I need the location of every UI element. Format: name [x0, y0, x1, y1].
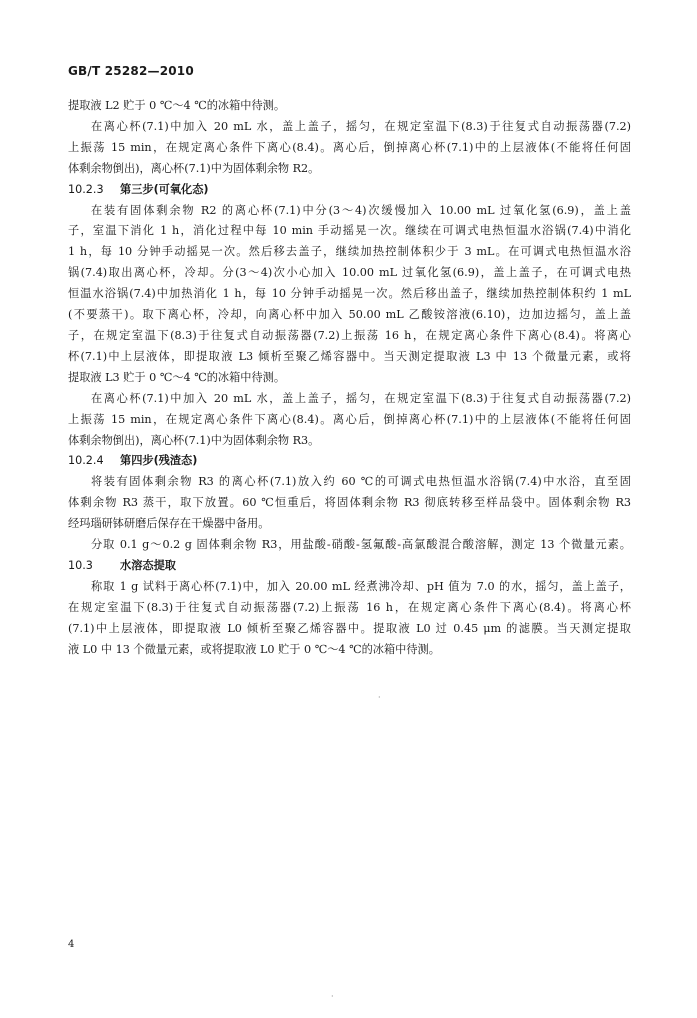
- text-line: 将装有固体剩余物 R3 的离心杯(7.1)放入约 60 ℃的可调式电热恒温水浴锅(7.4)中水浴，直至固: [91, 475, 631, 489]
- text-line: 经玛瑙研钵研磨后保存在干燥器中备用。: [68, 517, 270, 531]
- scan-speck: ·: [331, 992, 334, 1001]
- scan-speck: ·: [378, 693, 381, 702]
- text-line: 在装有固体剩余物 R2 的离心杯(7.1)中分(3～4)次缓慢加入 10.00 mL 过氧化氢(6.9)，盖上盖: [91, 203, 631, 217]
- section-number: 10.2.4: [68, 454, 104, 468]
- standard-number: GB/T 25282—2010: [68, 64, 194, 78]
- section-title: 第三步(可氧化态): [120, 182, 209, 196]
- section-heading-10-2-3: [68, 180, 631, 201]
- section-heading-10-3: [68, 556, 631, 577]
- text-line: 称取 1 g 试料于离心杯(7.1)中，加入 20.00 mL 经煮沸冷却、pH 值为 7.0 的水，摇匀，盖上盖子，: [91, 579, 631, 593]
- section-title: 第四步(残渣态): [120, 454, 198, 468]
- text-line: 液 L0 中 13 个微量元素，或将提取液 L0 贮于 0 ℃～4 ℃的冰箱中待测。: [68, 642, 440, 656]
- text-line: 上振荡 15 min，在规定离心条件下离心(8.4)。离心后，倒掉离心杯(7.1)中的上层液体(不能将任何固: [68, 140, 631, 154]
- text-line: 子，室温下消化 1 h，消化过程中每 10 min 手动摇晃一次。继续在可调式电热恒温水浴锅(7.4)中消化: [68, 224, 631, 238]
- section-number: 10.3: [68, 558, 93, 572]
- text-line: 在离心杯(7.1)中加入 20 mL 水，盖上盖子，摇匀，在规定室温下(8.3)于往复式自动振荡器(7.2): [91, 391, 631, 405]
- section-title: 水溶态提取: [120, 558, 176, 572]
- text-line: 体剩余物倒出)，离心杯(7.1)中为固体剩余物 R3。: [68, 433, 320, 447]
- text-line: 体剩余物 R3 蒸干，取下放置。60 ℃恒重后，将固体剩余物 R3 彻底转移至样品袋中。固体剩余物 R3: [68, 496, 631, 510]
- body-text: [68, 96, 631, 660]
- section-heading-10-2-4: [68, 451, 631, 472]
- text-line: 上振荡 15 min，在规定离心条件下离心(8.4)。离心后，倒掉离心杯(7.1)中的上层液体(不能将任何固: [68, 412, 631, 426]
- text-line: 提取液 L2 贮于 0 ℃～4 ℃的冰箱中待测。: [68, 99, 286, 112]
- text-line: (不要蒸干)。取下离心杯，冷却，向离心杯中加入 50.00 mL 乙酸铵溶液(6.10)，边加边摇匀，盖上盖: [68, 308, 631, 322]
- text-line: 杯(7.1)中上层液体，即提取液 L3 倾析至聚乙烯容器中。当天测定提取液 L3 中 13 个微量元素，或将: [68, 349, 631, 363]
- page-number: 4: [68, 939, 75, 950]
- text-line: 1 h，每 10 分钟手动摇晃一次。然后移去盖子，继续加热控制体积少于 3 mL。在可调式电热恒温水浴: [68, 245, 631, 259]
- text-line: 提取液 L3 贮于 0 ℃～4 ℃的冰箱中待测。: [68, 370, 286, 384]
- text-line: 恒温水浴锅(7.4)中加热消化 1 h，每 10 分钟手动摇晃一次。然后移出盖子，继续加热控制体积约 1 mL: [68, 287, 631, 301]
- text-line: 子，在规定室温下(8.3)于往复式自动振荡器(7.2)上振荡 16 h，在规定离心条件下离心(8.4)。将离心: [68, 328, 631, 342]
- text-line: 锅(7.4)取出离心杯，冷却。分(3～4)次小心加入 10.00 mL 过氧化氢(6.9)，盖上盖子，在可调式电热: [68, 266, 631, 280]
- section-number: 10.2.3: [68, 182, 104, 196]
- text-line: 分取 0.1 g～0.2 g 固体剩余物 R3，用盐酸-硝酸-氢氟酸-高氯酸混合酸溶解，测定 13 个微量元素。: [91, 538, 631, 552]
- text-line: 在规定室温下(8.3)于往复式自动振荡器(7.2)上振荡 16 h，在规定离心条件下离心(8.4)。将离心杯: [68, 600, 631, 614]
- text-line: (7.1)中上层液体，即提取液 L0 倾析至聚乙烯容器中。提取液 L0 过 0.45 μm 的滤膜。当天测定提取: [68, 621, 631, 635]
- text-line: 体剩余物倒出)，离心杯(7.1)中为固体剩余物 R2。: [68, 161, 320, 175]
- text-line: 在离心杯(7.1)中加入 20 mL 水，盖上盖子，摇匀，在规定室温下(8.3)于往复式自动振荡器(7.2): [91, 119, 631, 133]
